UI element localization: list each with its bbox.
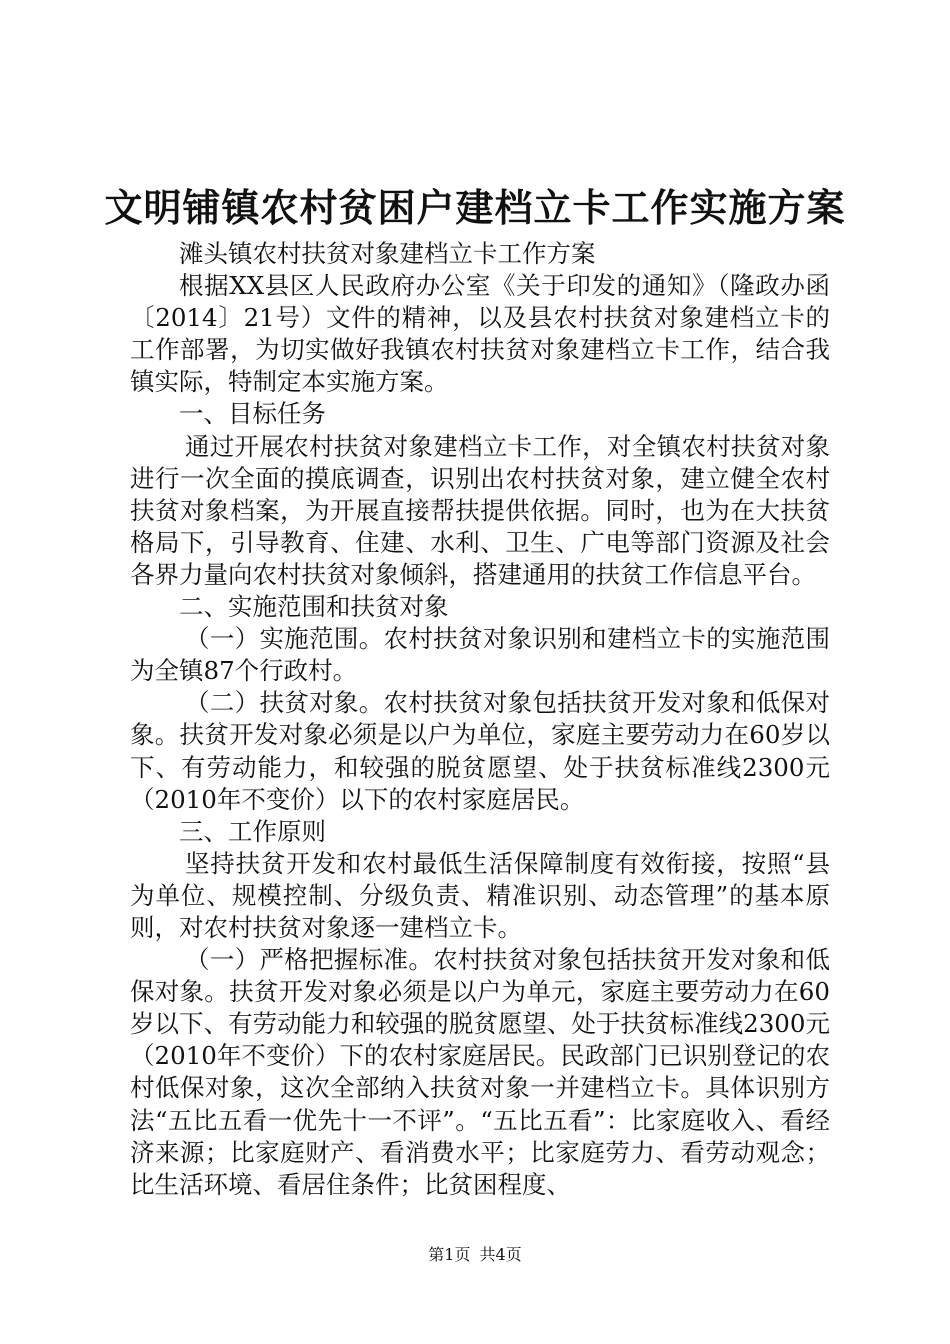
scope-paragraph: （一）实施范围。农村扶贫对象识别和建档立卡的实施范围为全镇87个行政村。 [130,624,830,686]
page-total: 共4页 [479,1245,522,1264]
principles-paragraph: 坚持扶贫开发和农村最低生活保障制度有效衔接，按照“县为单位、规模控制、分级负责、精准识别、动态管理”的基本原则，对农村扶贫对象逐一建档立卡。 [130,848,830,942]
section-heading-goals: 一、目标任务 [179,399,326,429]
page-footer [0,1245,950,1265]
document-title: 文明铺镇农村贫困户建档立卡工作实施方案 [104,186,846,230]
subtitle-paragraph: 滩头镇农村扶贫对象建档立卡工作方案 [179,239,596,268]
targets-paragraph: （二）扶贫对象。农村扶贫对象包括扶贫开发对象和低保对象。扶贫开发对象必须是以户为单位，家庭主要劳动力在60岁以下、有劳动能力，和较强的脱贫愿望、处于扶贫标准线2300元（2010年不变价）以下的农村家庭居民。 [130,688,830,814]
page-number: 第1页 [428,1245,471,1264]
goals-paragraph: 通过开展农村扶贫对象建档立卡工作，对全镇农村扶贫对象进行一次全面的摸底调查，识别出农村扶贫对象，建立健全农村扶贫对象档案，为开展直接帮扶提供依据。同时，也为在大扶贫格局下，引导教育、住建、水利、卫生、广电等部门资源及社会各界力量向农村扶贫对象倾斜，搭建通用的扶贫工作信息平台。 [130,431,830,589]
intro-paragraph: 根据XX县区人民政府办公室《关于印发的通知》（隆政办函〔2014〕21号）文件的精神，以及县农村扶贫对象建档立卡的工作部署，为切实做好我镇农村扶贫对象建档立卡工作，结合我镇实际，特制定本实施方案。 [130,271,830,397]
standards-paragraph: （一）严格把握标准。农村扶贫对象包括扶贫开发对象和低保对象。扶贫开发对象必须是以户为单元，家庭主要劳动力在60岁以下、有劳动能力和较强的脱贫愿望、处于扶贫标准线2300元（2010年不变价）下的农村家庭居民。民政部门已识别登记的农村低保对象，这次全部纳入扶贫对象一并建档立卡。具体识别方法“五比五看一优先十一不评”。“五比五看”：比家庭收入、看经济来源；比家庭财产、看消费水平；比家庭劳力、看劳动观念；比生活环境、看居住条件；比贫困程度、 [130,945,830,1199]
section-heading-scope: 二、实施范围和扶贫对象 [179,592,449,622]
section-heading-principles: 三、工作原则 [179,816,326,846]
document-body [130,238,830,1201]
